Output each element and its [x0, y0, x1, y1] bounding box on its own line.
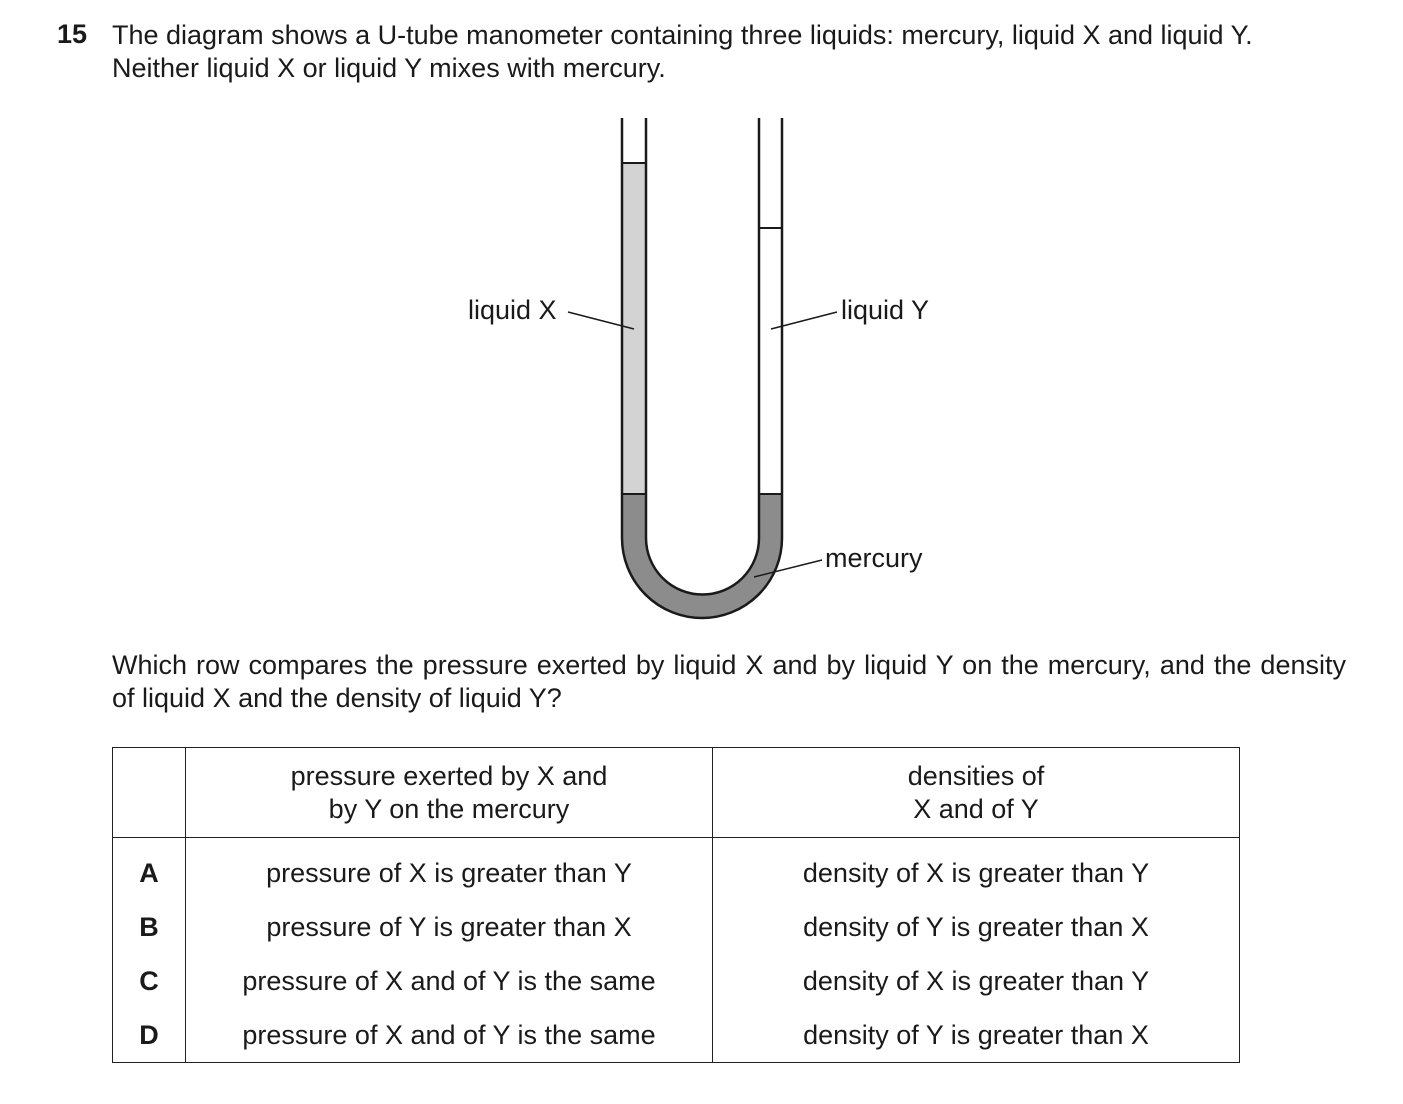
option-letter: D [113, 1008, 186, 1063]
header-pressure-line-2: by Y on the mercury [328, 793, 570, 824]
header-density-line-1: densities of [907, 760, 1045, 791]
header-pressure-line-1: pressure exerted by X and [290, 760, 608, 791]
table-row [113, 900, 1240, 954]
label-liquid-y: liquid Y [841, 295, 930, 325]
table-row [113, 838, 1240, 901]
option-letter: C [113, 954, 186, 1008]
stem-line-2: Neither liquid X or liquid Y mixes with mercury. [112, 53, 666, 83]
label-liquid-x: liquid X [468, 295, 557, 325]
header-empty-cell [113, 748, 186, 838]
option-density: density of X is greater than Y [713, 838, 1240, 901]
option-pressure: pressure of X and of Y is the same [186, 1008, 713, 1063]
header-density-line-2: X and of Y [913, 793, 1039, 824]
option-pressure: pressure of Y is greater than X [186, 900, 713, 954]
option-density: density of X is greater than Y [713, 954, 1240, 1008]
table-header-row [113, 748, 1240, 838]
table-row [113, 1008, 1240, 1063]
option-pressure: pressure of X is greater than Y [186, 838, 713, 901]
option-density: density of Y is greater than X [713, 1008, 1240, 1063]
header-pressure [186, 748, 713, 838]
option-letter: A [113, 838, 186, 901]
label-mercury: mercury [825, 543, 923, 573]
question-prompt: Which row compares the pressure exerted by liquid X and by liquid Y on the mercury, and the density of liquid X and the density of liquid Y? [112, 650, 1346, 713]
header-density [713, 748, 1240, 838]
question-number: 15 [57, 19, 88, 49]
stem-line-1: The diagram shows a U-tube manometer containing three liquids: mercury, liquid X and liquid Y. [112, 20, 1253, 50]
option-density: density of Y is greater than X [713, 900, 1240, 954]
option-letter: B [113, 900, 186, 954]
tube-inner-wall [646, 118, 759, 595]
options-table [112, 747, 1240, 1063]
option-pressure: pressure of X and of Y is the same [186, 954, 713, 1008]
table-row [113, 954, 1240, 1008]
